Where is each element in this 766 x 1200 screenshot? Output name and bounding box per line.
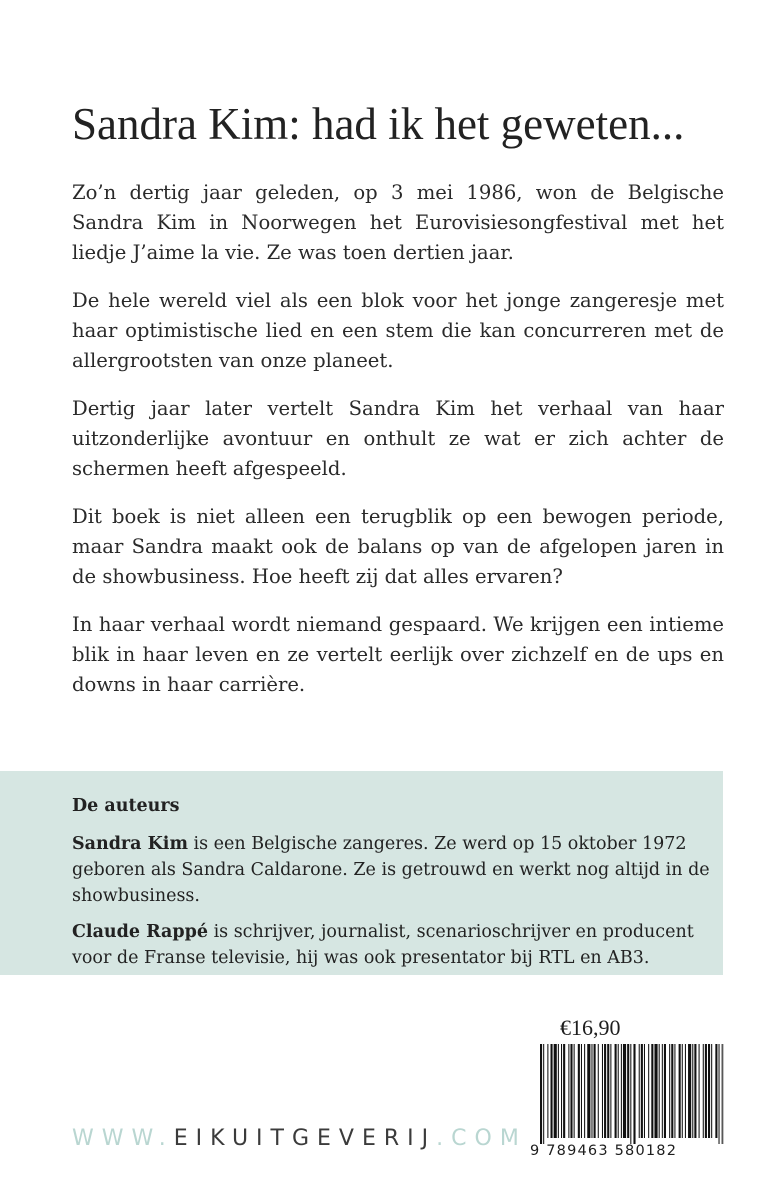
authors-panel [0, 771, 723, 975]
barcode-bar [591, 1044, 592, 1138]
blurb [72, 178, 724, 718]
blurb-paragraph: Zo’n dertig jaar geleden, op 3 mei 1986, won de Belgische Sandra Kim in Noorwegen het Eurovisiesongfestival met het liedje J’aime la vie. Ze was toen dertien jaar. [72, 181, 724, 264]
barcode-bar [639, 1044, 640, 1138]
barcode-graphic [540, 1044, 724, 1144]
barcode-bar [602, 1044, 603, 1138]
blurb-paragraph: De hele wereld viel als een blok voor het jonge zangeresje met haar optimistische lied en een stem die kan concurreren met de allergrootsten van onze planeet. [72, 289, 724, 372]
barcode-bar [692, 1044, 693, 1138]
barcode-bar [630, 1044, 631, 1144]
author-description: is een Belgische zangeres. Ze werd op 15 oktober 1972 geboren als Sandra Caldarone. Ze is getrouwd en werkt nog altijd in de showbusiness. [72, 834, 710, 906]
barcode-bar [644, 1044, 645, 1138]
barcode-bar [664, 1044, 666, 1138]
barcode-bar [715, 1044, 717, 1138]
barcode-bar [610, 1044, 611, 1138]
barcode-bar [682, 1044, 683, 1138]
barcode-bar [558, 1044, 559, 1138]
barcode-bar [551, 1044, 553, 1138]
barcode-bar [669, 1044, 670, 1138]
barcode-bar [563, 1044, 565, 1138]
barcode-bar [654, 1044, 657, 1138]
author-description: is schrijver, journalist, scenarioschrijver en producent voor de Franse televisie, hij was ook presentator bij RTL en AB3. [72, 922, 694, 968]
barcode-bar [618, 1044, 619, 1138]
barcode-bar [679, 1044, 681, 1138]
barcode-bar [708, 1044, 710, 1138]
barcode-bar [623, 1044, 626, 1138]
website-prefix: WWW. [72, 1126, 174, 1151]
barcode-bar [662, 1044, 663, 1138]
barcode-bar [561, 1044, 562, 1138]
blurb-paragraph: In haar verhaal wordt niemand gespaard. We krijgen een intieme blik in haar leven en ze vertelt eerlijk over zichzelf en de ups en downs in haar carrière. [72, 613, 724, 696]
barcode-bar [722, 1044, 723, 1144]
barcode-bar [574, 1044, 575, 1138]
barcode-bar [641, 1044, 643, 1138]
author-bio [72, 831, 712, 909]
barcode-bar [705, 1044, 707, 1138]
barcode-bar [651, 1044, 653, 1138]
barcode-bar [578, 1044, 580, 1138]
barcode-bar [688, 1044, 691, 1138]
barcode-bar [587, 1044, 590, 1138]
author-name: Claude Rappé [72, 922, 208, 942]
blurb-paragraph: Dertig jaar later vertelt Sandra Kim het verhaal van haar uitzonderlijke avontuur en onthult ze wat er zich achter de schermen heeft afgespeeld. [72, 397, 724, 480]
barcode-bar [547, 1044, 548, 1138]
barcode-bar [594, 1044, 596, 1138]
website-name: EIKUITGEVERIJ [173, 1126, 437, 1151]
barcode-bar [674, 1044, 675, 1138]
barcode-bar [659, 1044, 660, 1138]
barcode-bar [703, 1044, 704, 1138]
barcode-bar [581, 1044, 582, 1138]
barcode-bar [711, 1044, 712, 1138]
price-label: €16,90 [560, 1015, 621, 1040]
book-title: Sandra Kim: had ik het geweten... [72, 99, 685, 149]
barcode-bar [598, 1044, 599, 1138]
barcode-bar [543, 1044, 544, 1144]
isbn-digits: 9 789463 580182 [530, 1143, 678, 1159]
barcode-bar [685, 1044, 686, 1138]
barcode-bar [719, 1044, 720, 1144]
publisher-website [72, 1126, 527, 1151]
barcode-bar [568, 1044, 569, 1138]
barcode-bar [671, 1044, 673, 1138]
authors-heading: De auteurs [72, 796, 180, 816]
barcode-bar [621, 1044, 622, 1138]
author-bio [72, 919, 712, 971]
barcode-bar [570, 1044, 572, 1138]
barcode-bar [540, 1044, 542, 1144]
barcode-bar [615, 1044, 617, 1138]
barcode-bar [627, 1044, 629, 1138]
barcode-bar [633, 1044, 635, 1144]
author-name: Sandra Kim [72, 834, 188, 854]
website-suffix: .COM [436, 1126, 527, 1151]
barcode-bar [607, 1044, 609, 1138]
blurb-paragraph: Dit boek is niet alleen een terugblik op een bewogen periode, maar Sandra maakt ook de balans op van de afgelopen jaren in de showbusiness. Hoe heeft zij dat alles ervaren? [72, 505, 724, 588]
barcode-bar [694, 1044, 696, 1138]
barcode-bar [699, 1044, 700, 1138]
barcode-bar [648, 1044, 649, 1138]
barcode-bar [604, 1044, 606, 1138]
barcode-bar [554, 1044, 557, 1138]
barcode-bar [584, 1044, 585, 1138]
